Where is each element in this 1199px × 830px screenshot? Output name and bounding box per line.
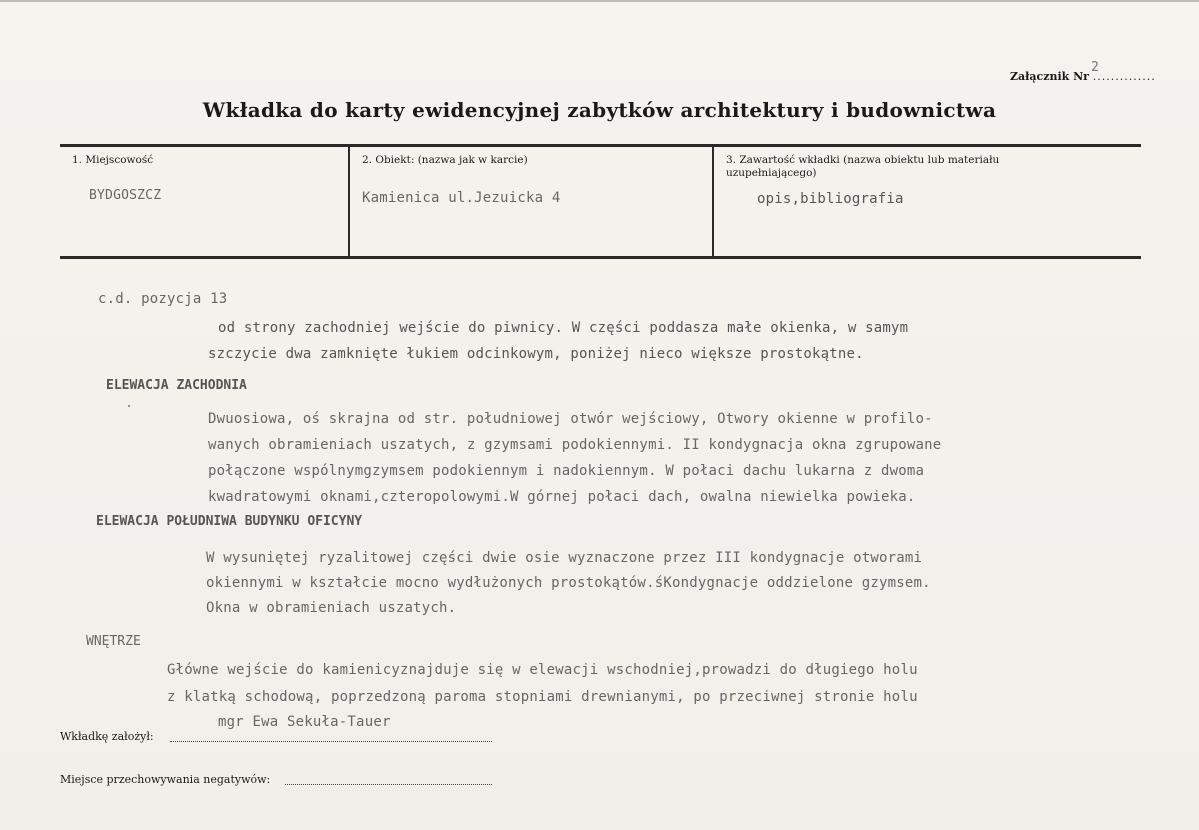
- page-edge: [0, 0, 1199, 2]
- annex-number: 2: [1091, 60, 1099, 75]
- negatives-location-dotline: [285, 784, 492, 785]
- paragraph-3-line-1: W wysuniętej ryzalitowej części dwie osie wyznaczone przez III kondygnacje otworami: [206, 550, 923, 566]
- header-top-rule: [60, 144, 1141, 147]
- inserted-by-dotline: [170, 741, 492, 742]
- paragraph-2-line-1: Dwuosiowa, oś skrajna od str. południowej otwór wejściowy, Otwory okienne w profilo-: [208, 411, 933, 427]
- paragraph-3-line-2: okiennymi w kształcie mocno wydłużonych prostokątów.śKondygnacje oddzielone gzymsem.: [206, 575, 931, 591]
- paragraph-1-line-2: szczycie dwa zamknięte łukiem odcinkowym, poniżej nieco większe prostokątne.: [208, 346, 864, 362]
- object-label: 2. Obiekt: (nazwa jak w karcie): [362, 154, 528, 166]
- ink-speck: [128, 405, 130, 407]
- form-title: Wkładka do karty ewidencyjnej zabytków architektury i budownictwa: [202, 98, 997, 122]
- contents-label-line1: 3. Zawartość wkładki (nazwa obiektu lub materiału: [726, 154, 1000, 166]
- author-name: mgr Ewa Sekuła-Tauer: [218, 714, 391, 730]
- continuation-note: c.d. pozycja 13: [98, 291, 228, 307]
- contents-value: opis,bibliografia: [757, 191, 904, 207]
- paragraph-4-line-2: z klatką schodową, poprzedzoną paroma stopniami drewnianymi, po przeciwnej stronie holu: [167, 689, 918, 705]
- header-divider-1: [348, 147, 350, 257]
- inserted-by-label: Wkładkę założył:: [60, 730, 154, 743]
- heading-south-elevation: ELEWACJA POŁUDNIWA BUDYNKU OFICYNY: [96, 514, 363, 529]
- negatives-location-label: Miejsce przechowywania negatywów:: [60, 773, 271, 786]
- annex-label: [1010, 70, 1156, 83]
- heading-interior: WNĘTRZE: [86, 634, 141, 649]
- paragraph-2-line-3: połączone wspólnymgzymsem podokiennym i nadokiennym. W połaci dachu lukarna z dwoma: [208, 463, 925, 479]
- header-bottom-rule: [60, 256, 1141, 259]
- paragraph-3-line-3: Okna w obramieniach uszatych.: [206, 600, 457, 616]
- annex-label-text: Załącznik Nr: [1010, 70, 1089, 83]
- paragraph-2-line-4: kwadratowymi oknami,czteropolowymi.W górnej połaci dach, owalna niewielka powieka.: [208, 489, 916, 505]
- header-divider-2: [712, 147, 714, 257]
- heading-west-elevation: ELEWACJA ZACHODNIA: [106, 378, 247, 393]
- annex-dots: ..............: [1092, 70, 1156, 83]
- paragraph-2-line-2: wanych obramieniach uszatych, z gzymsami podokiennymi. II kondygnacja okna zgrupowane: [208, 437, 942, 453]
- locality-value: BYDGOSZCZ: [89, 188, 162, 203]
- contents-label-line2: uzupełniającego): [726, 167, 817, 179]
- paragraph-4-line-1: Główne wejście do kamienicyznajduje się w elewacji wschodniej,prowadzi do długiego holu: [167, 662, 918, 678]
- object-value: Kamienica ul.Jezuicka 4: [362, 190, 561, 206]
- locality-label: 1. Miejscowość: [72, 154, 154, 166]
- paragraph-1-line-1: od strony zachodniej wejście do piwnicy. W części poddasza małe okienka, w samym: [218, 320, 909, 336]
